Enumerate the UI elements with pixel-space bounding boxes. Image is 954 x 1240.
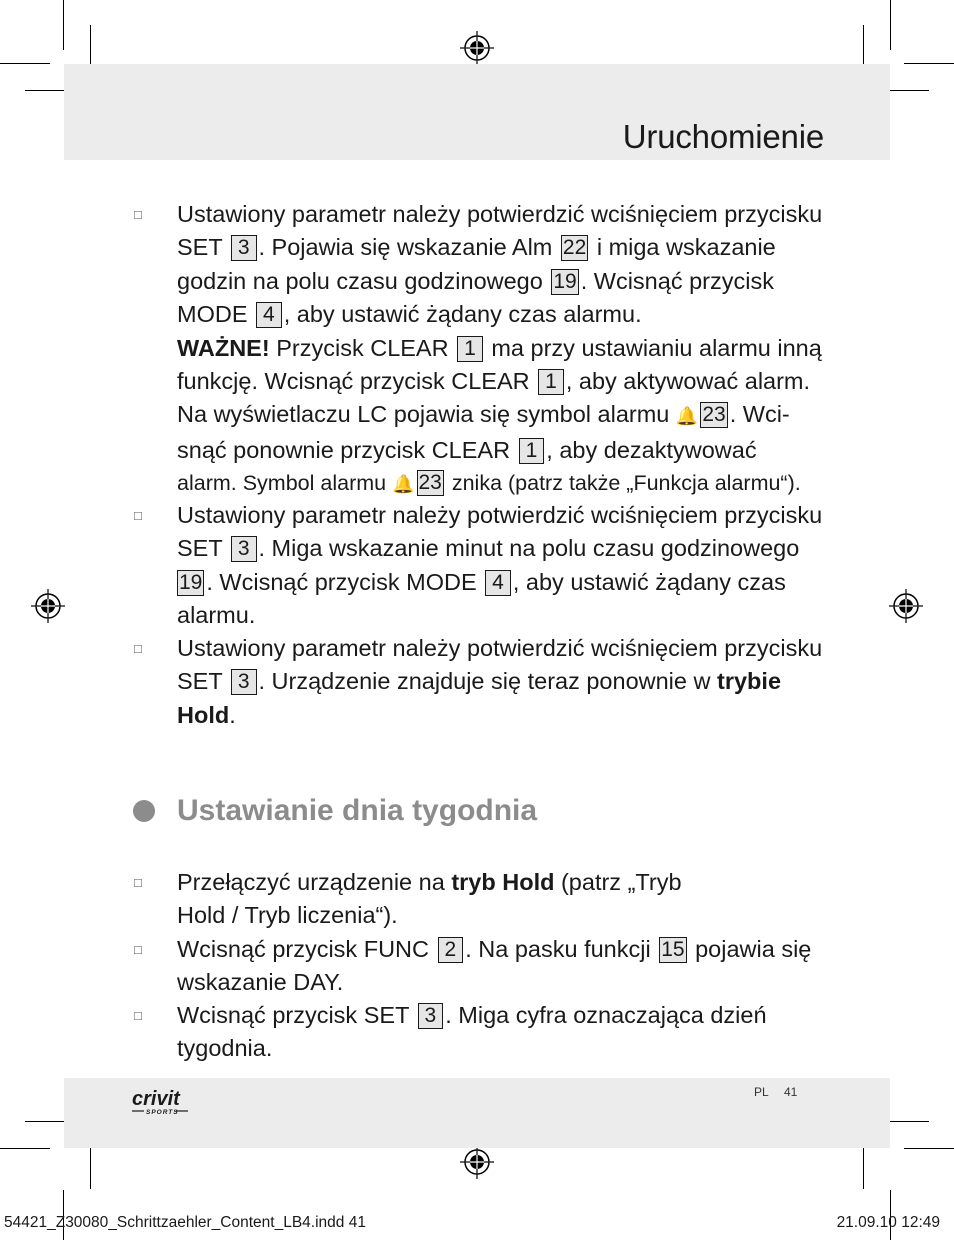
text-line: SET 3 . Miga wskazanie minut na polu czasu godzinowego [177,535,800,562]
logo-text: crivit [132,1088,180,1110]
text-line: godzin na polu czasu godzinowego 19 . Wcisnąć przycisk [177,267,774,294]
header-band [64,64,890,160]
important-label: WAŻNE! [177,334,270,361]
item-text [177,866,837,933]
text-line: SET 3 . Pojawia się wskazanie Alm 22 i miga wskazanie [177,234,776,261]
text-line: SET 3 . Urządzenie znajduje się teraz ponownie w trybie [177,668,782,695]
section-bullet-icon [133,800,155,822]
crop-mark [90,1143,91,1189]
text-line: alarmu. [177,602,256,629]
page-number: 41 [784,1085,798,1099]
item-text [177,933,837,1000]
text-line: MODE 4 , aby ustawić żądany czas alarmu. [177,301,642,328]
registration-mark-icon [460,31,494,65]
registration-mark-icon [31,589,65,623]
crop-mark [904,63,954,64]
crop-mark [0,63,50,64]
ref-box: 3 [231,536,257,562]
checkbox-bullet-icon: □ [134,207,142,222]
text-line: alarm. Symbol alarmu 🔔 23 znika (patrz także „Funkcja alarmu“). [177,471,801,496]
bell-icon: 🔔 [392,474,415,495]
ref-box: 2 [438,937,464,963]
section-title: Ustawianie dnia tygodnia [177,794,538,827]
crop-mark [890,0,891,50]
checkbox-bullet-icon: □ [134,1008,142,1023]
checkbox-bullet-icon: □ [134,942,142,957]
ref-box: 3 [231,669,257,695]
checkbox-bullet-icon: □ [134,508,142,523]
text-line: tygodnia. [177,1035,273,1062]
text-line: Hold / Tryb liczenia“). [177,902,398,929]
checkbox-bullet-icon: □ [134,641,142,656]
crop-mark [0,1148,50,1149]
ref-box: 19 [179,570,203,594]
text-line: Wcisnąć przycisk FUNC 2 . Na pasku funkcji 15 pojawia się [177,936,812,962]
list-item [134,198,834,498]
registration-mark-icon [889,589,923,623]
item-text [177,632,837,732]
page-title: Uruchomienie [622,118,824,155]
ref-box: 1 [519,438,545,464]
text-line: Hold. [177,701,236,728]
ref-box: 1 [457,336,483,362]
page-language: PL [754,1085,769,1099]
ref-box: 22 [562,236,587,260]
ref-box: 23 [418,471,442,495]
list-item [134,933,834,1001]
ref-box: 3 [418,1003,444,1029]
text-line: Ustawiony parametr należy potwierdzić wciśnięciem przycisku [177,502,823,528]
text-line: Przełączyć urządzenie na tryb Hold (patrz „Tryb [177,869,682,895]
list-item [134,499,834,633]
ref-box: 4 [485,570,511,596]
crop-mark [63,0,64,50]
text-line: 19 . Wcisnąć przycisk MODE 4 , aby ustawić żądany czas [179,568,786,595]
checkbox-bullet-icon: □ [134,875,142,890]
print-slug-filename: 54421_Z30080_Schrittzaehler_Content_LB4.indd 41 [4,1214,366,1231]
logo-subtext: SPORTS [146,1109,179,1116]
ref-box: 1 [538,369,564,395]
item-text [177,198,837,502]
text-line: wskazanie DAY. [177,969,344,996]
item-text [177,499,837,633]
text-line: WAŻNE! Przycisk CLEAR 1 ma przy ustawianiu alarmu inną [177,334,822,361]
ref-box: 15 [661,938,685,961]
print-slug-timestamp: 21.09.10 12:49 [836,1214,940,1231]
list-item [134,999,834,1067]
crop-mark [904,1148,954,1149]
bell-icon: 🔔 [675,406,699,427]
ref-box: 3 [231,235,257,261]
text-line: snąć ponownie przycisk CLEAR 1 , aby dezaktywować [177,436,757,463]
crop-mark [863,1143,864,1189]
list-item [134,632,834,732]
ref-box: 4 [256,302,282,328]
text-line: Ustawiony parametr należy potwierdzić wciśnięciem przycisku [177,201,823,227]
item-text [177,999,837,1066]
ref-box: 23 [702,403,726,427]
text-line: Wcisnąć przycisk SET 3 . Miga cyfra oznaczająca dzień [177,1002,767,1028]
text-line: funkcję. Wcisnąć przycisk CLEAR 1 , aby aktywować alarm. [177,368,811,395]
text-line: Na wyświetlaczu LC pojawia się symbol alarmu 🔔 23 . Wci- [177,401,790,428]
ref-box: 19 [553,269,577,293]
list-item [134,866,834,934]
registration-mark-icon [460,1145,494,1179]
text-line: Ustawiony parametr należy potwierdzić wciśnięciem przycisku [177,635,823,661]
crivit-logo [130,1085,196,1119]
